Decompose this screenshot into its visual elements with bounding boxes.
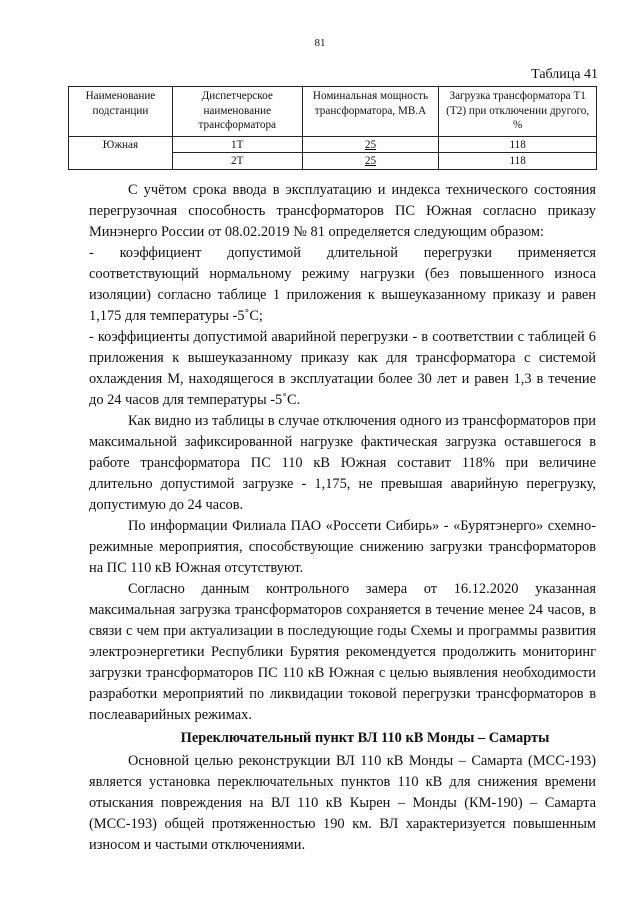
paragraph-table-analysis: Как видно из таблицы в случае отключения одного из трансформаторов при максимальной зафиксированной нагрузке фактическая загрузка оставшегося в работе трансформатора ПС 110 кВ Южная составит 118% при величине длительно допустимой загрузке - 1,175, не превышая аварийную перегрузку, допустимую до 24 часов. [89, 413, 596, 513]
paragraph-emergency-overload: - коэффициенты допустимой аварийной перегрузки - в соответствии с таблицей 6 приложения к вышеуказанному приказу как для трансформатора с системой охлаждения М, находящегося в эксплуатации более 30 лет и равен 1,3 в течение до 24 часов для температуры -5˚С. [89, 329, 596, 408]
page-number: 81 [314, 37, 326, 49]
header-dispatch-name: Диспетчерское наименование трансформатора [172, 87, 302, 137]
section-heading: Переключательный пункт ВЛ 110 кВ Монды – Самарты [180, 730, 550, 746]
paragraph-branch-info: По информации Филиала ПАО «Россети Сибирь» - «Бурятэнерго» схемно-режимные мероприятия, способствующие снижению загрузки трансформаторов на ПС 110 кВ Южная отсутствуют. [89, 518, 596, 576]
header-load-percent: Загрузка трансформатора Т1 (Т2) при отключении другого, % [439, 87, 597, 137]
paragraph-control-measurement: Согласно данным контрольного замера от 16.12.2020 указанная максимальная загрузка трансформаторов сохраняется в течение менее 24 часов, в связи с чем при актуализации в последующие годы Схемы и программы развития электроэнергетики Республики Бурятия рекомендуется продолжить мониторинг загрузки трансформаторов ПС 110 кВ Южная с целью выявления необходимости разработки мероприятий по ликвидации токовой перегрузки трансформаторов в послеаварийных режимах. [89, 581, 596, 723]
load-percent-cell: 118 [439, 136, 597, 153]
paragraph-long-term-overload: - коэффициент допустимой длительной перегрузки применяется соответствующий нормальному режиму нагрузки (без повышенного износа изоляции) согласно таблице 1 приложения к вышеуказанному приказу и равен 1,175 для температуры -5˚С; [89, 245, 596, 324]
table-row [69, 136, 597, 153]
paragraph-reconstruction-goal: Основной целью реконструкции ВЛ 110 кВ Монды – Самарта (МСС-193) является установка переключательных пунктов 110 кВ для снижения времени отыскания повреждения на ВЛ 110 кВ Кырен – Монды (КМ-190) – Самарта (МСС-193) общей протяженностью 190 км. ВЛ характеризуется повышенным износом и частыми отключениями. [89, 753, 596, 853]
document-body [89, 180, 596, 856]
transformer-load-table [68, 86, 597, 170]
rated-power-cell: 25 [302, 153, 439, 170]
transformer-name-cell: 2Т [172, 153, 302, 170]
paragraph-overload-capacity: С учётом срока ввода в эксплуатацию и индекса технического состояния перегрузочная способность трансформаторов ПС Южная согласно приказу Минэнерго России от 08.02.2019 № 81 определяется следующим образом: [89, 182, 596, 240]
rated-power-cell: 25 [302, 136, 439, 153]
header-rated-power: Номинальная мощность трансформатора, МВ.А [302, 87, 439, 137]
transformer-name-cell: 1Т [172, 136, 302, 153]
header-substation: Наименование подстанции [69, 87, 173, 137]
substation-cell: Южная [69, 136, 173, 169]
load-percent-cell: 118 [439, 153, 597, 170]
table-caption: Таблица 41 [531, 67, 598, 82]
table-header-row [69, 87, 597, 137]
